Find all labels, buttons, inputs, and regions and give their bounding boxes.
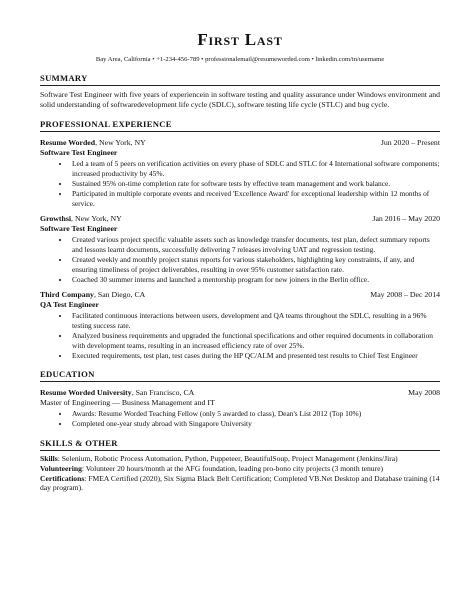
job-dates: Jun 2020 – Present [380,138,440,148]
job-bullet: • Created weekly and monthly project status reports for various stakeholders, highlighting key constraints, if any, and ensuring timeliness of project deliverables, resulting in over 95% customer satisfaction rate. [70,255,440,275]
section-title-education: EDUCATION [40,369,440,382]
education-date: May 2008 [408,388,440,398]
education-entry [40,388,440,429]
education-bullet: • Completed one-year study abroad with Singapore University [70,419,440,429]
section-title-experience: PROFESSIONAL EXPERIENCE [40,119,440,132]
job-bullets [40,311,440,360]
job-company: Growthsi, New York, NY [40,214,122,224]
skill-row-certifications: Certifications: FMEA Certified (2020), Six Sigma Black Belt Certification; Completed VB.Net Desktop and Database training (14 day program). [40,473,440,493]
job-bullet: • Sustained 95% on-time completion rate for software tests by effective team management and work balance. [70,179,440,189]
skills-list [40,454,440,493]
job-bullet: • Facilitated continuous interactions between users, development and QA teams throughout the SDLC, resulting in a 96% testing success rate. [70,311,440,331]
job-role: QA Test Engineer [40,300,99,310]
job-dates: Jan 2016 – May 2020 [372,214,440,224]
candidate-name: First Last [197,30,283,49]
job-bullets [40,159,440,208]
job-bullet: • Analyzed business requirements and upgraded the functional specifications and other required documents in collaboration with development teams, resulting in an increased efficiency rate of over 25%. [70,331,440,351]
job-company: Resume Worded, New York, NY [40,138,146,148]
job-entry [40,214,440,284]
job-bullets [40,235,440,284]
job-bullet: • Executed requirements, test plan, test cases during the HP QC/ALM and presented test results to Chief Test Engineer [70,351,440,361]
education-bullets [40,409,440,429]
job-bullet: • Coached 30 summer interns and launched a mentorship program for new joiners in the Berlin office. [70,275,440,285]
job-dates: May 2008 – Dec 2014 [370,290,440,300]
job-bullet: • Participated in multiple corporate events and received 'Excellence Award' for exceptional leadership within 12 months of service. [70,189,440,209]
education-bullet: • Awards: Resume Worded Teaching Fellow (only 5 awarded to class), Dean's List 2012 (Top 10%) [70,409,440,419]
job-entry [40,290,440,360]
job-role: Software Test Engineer [40,224,118,234]
section-title-skills: SKILLS & OTHER [40,438,440,451]
contact-line: Bay Area, California • +1-234-456-789 • professionalemail@resumeworded.com • linkedin.com/in/username [95,56,385,63]
job-entry [40,138,440,208]
skill-row-volunteering: Volunteering: Volunteer 20 hours/month at the AFG foundation, leading pro-bono city projects (3 month tenure) [40,463,384,473]
summary-text: Software Test Engineer with five years of experiencein in software testing and quality assurance under Windows environment and solid understanding of softwaredevelopment life cycle (SDLC), software testing life cycle (STLC) and bug cycle. [40,90,440,110]
job-bullet: • Created various project specific valuable assets such as knowledge transfer documents, test plan, defect summary reports and lessons learnt documents, successfully delivering 7 releases involving UAT and regression testing. [70,235,440,255]
job-role: Software Test Engineer [40,148,118,158]
section-title-summary: SUMMARY [40,73,440,86]
education-school: Resume Worded University, San Francisco, CA [40,388,195,398]
job-company: Third Company, San Diego, CA [40,290,146,300]
job-bullet: • Led a team of 5 peers on verification activities on every phase of SDLC and STLC for 4 International software components; increased productivity by 45%. [70,159,440,179]
skill-row-skills: Skills: Selenium, Robotic Process Automation, Python, Puppeteer, BeautifulSoup, Project Management (Jenkins/Jira) [40,453,398,463]
education-degree: Master of Engineering — Business Management and IT [40,398,215,408]
